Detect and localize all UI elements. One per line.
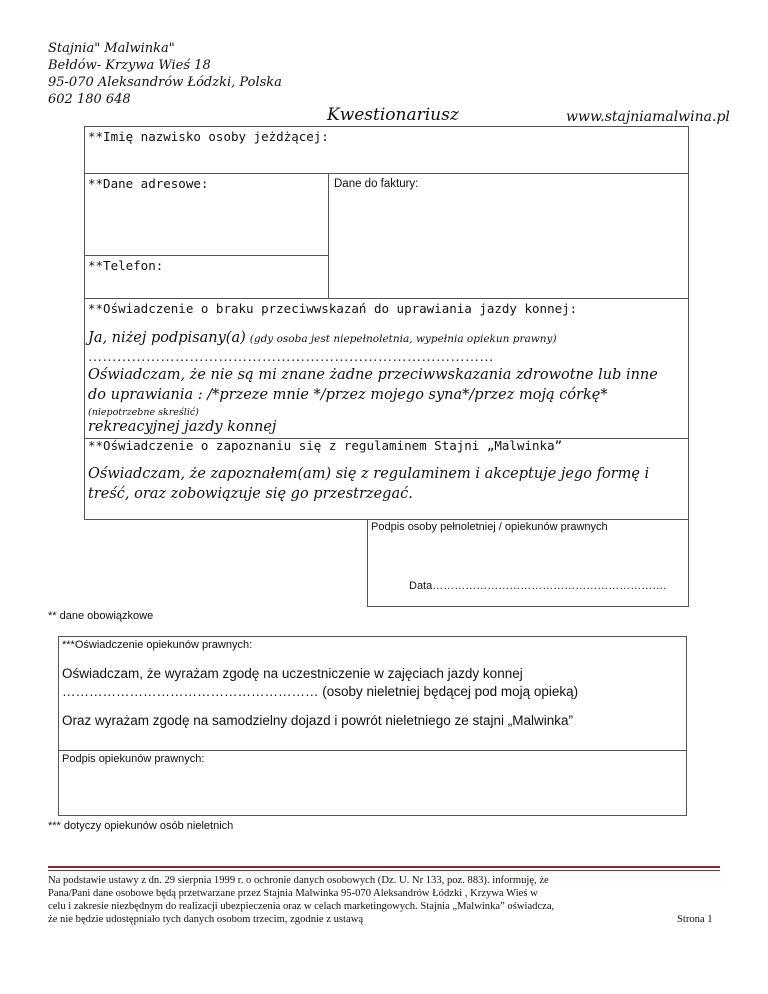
guardians-text-line3: Oraz wyrażam zgodę na samodzielny dojazd i powrót nieletniego ze stajni „Malwinka” <box>62 713 573 728</box>
declaration-intro: Ja, niżej podpisany(a) <box>88 330 246 346</box>
guardians-signature-label: Podpis opiekunów prawnych: <box>62 753 205 765</box>
declaration-note: (niepotrzebne skreślić) <box>88 407 199 418</box>
declaration-label: **Oświadczenie o braku przeciwwskazań do uprawiania jazdy konnej: <box>88 301 578 316</box>
phone-field-label: **Telefon: <box>88 258 164 273</box>
regulations-text-line1: Oświadczam, że zapoznałem(am) się z regulaminem i akceptuje jego formę i <box>88 466 650 482</box>
stable-name: Stajnia" Malwinka" <box>48 41 175 56</box>
name-input[interactable] <box>85 148 688 172</box>
footer-divider <box>48 866 720 868</box>
declaration-intro-note: (gdy osoba jest niepełnoletnia, wypełnia opiekun prawny) <box>249 333 557 345</box>
footer-text-line4: że nie będzie udostępniało tych danych osobom trzecim, zgodnie z ustawą <box>48 914 364 925</box>
declaration-text-line1: Oświadczam, że nie są mi znane żadne przeciwwskazania zdrowotne lub inne <box>88 367 658 383</box>
footer-text-line1: Na podstawie ustawy z dn. 29 sierpnia 1999 r. o ochronie danych osobowych (Dz. U. Nr 133, poz. 883). informuję, że <box>48 875 549 886</box>
declaration-intro-line <box>88 329 557 347</box>
signature-label: Podpis osoby pełnoletniej / opiekunów prawnych <box>371 521 608 533</box>
stable-phone: 602 180 648 <box>48 92 131 107</box>
guardians-note: *** dotyczy opiekunów osób nieletnich <box>48 820 234 832</box>
stable-address-city: 95-070 Aleksandrów Łódzki, Polska <box>48 75 282 90</box>
address-field-label: **Dane adresowe: <box>88 176 209 191</box>
guardians-signature-input[interactable] <box>59 770 686 815</box>
invoice-input[interactable] <box>330 195 688 297</box>
stable-address-street: Bełdów- Krzywa Wieś 18 <box>48 58 211 73</box>
address-input[interactable] <box>85 195 327 254</box>
declaration-text-line3: rekreacyjnej jazdy konnej <box>88 419 277 435</box>
invoice-field-label: Dane do faktury: <box>334 178 419 190</box>
footer-text-line2: Pana/Pani dane osobowe będą przetwarzane przez Stajnia Malwinka 95-070 Aleksandrów Łódzki , Krzywa Wieś w <box>48 888 538 899</box>
date-field[interactable]: Data………………………………………………………. <box>409 580 667 592</box>
declaration-name-blank[interactable]: ………………………………………………………………………… <box>88 350 494 365</box>
guardians-text-line1: Oświadczam, że wyrażam zgodę na uczestniczenie w zajęciach jazdy konnej <box>62 666 523 681</box>
page-number: Strona 1 <box>677 914 713 925</box>
regulations-label: **Oświadczenie o zapoznaniu się z regulaminem Stajni „Malwinka” <box>88 438 563 453</box>
declaration-text-line2: do uprawiania : /*przeze mnie */przez mojego syna*/przez moją córkę* <box>88 387 608 403</box>
guardians-label: ***Oświadczenie opiekunów prawnych: <box>62 639 253 651</box>
website-link[interactable]: www.stajniamalwina.pl <box>566 109 730 125</box>
required-fields-note: ** dane obowiązkowe <box>48 610 154 622</box>
guardians-text-line2: ………………………………………………… (osoby nieletniej będącej pod moją opieką) <box>62 684 579 699</box>
name-field-label: **Imię nazwisko osoby jeżdżącej: <box>88 129 329 144</box>
page-title: Kwestionariusz <box>327 105 459 125</box>
phone-input[interactable] <box>85 276 327 297</box>
footer-text-line3: celu i zakresie niezbędnym do realizacji ubezpieczenia oraz w celach marketingowych. Stajnia „Malwinka” oświadcza, <box>48 901 555 912</box>
regulations-text-line2: treść, oraz zobowiązuje się go przestrzegać. <box>88 486 413 502</box>
